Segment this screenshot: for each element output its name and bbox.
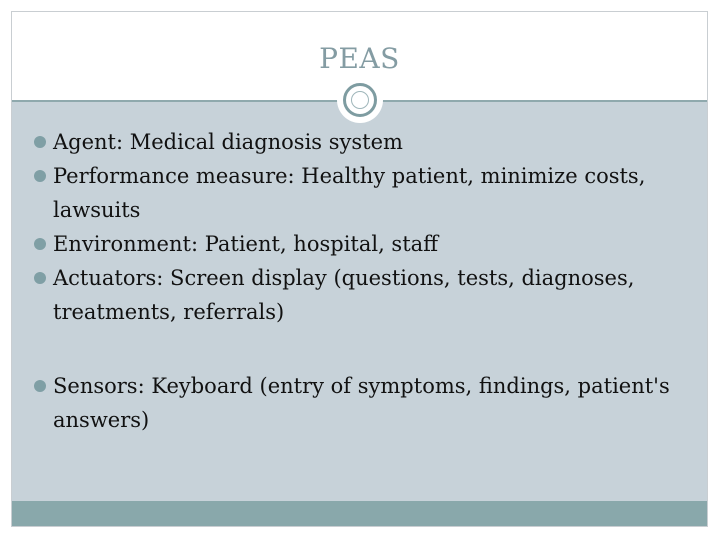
bullet-actuators — [32, 261, 692, 329]
footer-bar — [12, 501, 707, 526]
bullet-agent — [32, 125, 692, 159]
bullet-text: Sensors: Keyboard (entry of symptoms, findings, patient's answers) — [53, 374, 670, 432]
bullet-dot-icon — [34, 136, 46, 148]
circle-ornament-icon — [337, 77, 383, 123]
bullet-dot-icon — [34, 380, 46, 392]
bullet-dot-icon — [34, 272, 46, 284]
slide — [11, 11, 708, 527]
bullet-text: Actuators: Screen display (questions, tests, diagnoses, treatments, referrals) — [53, 266, 635, 324]
bullet-environment — [32, 227, 692, 261]
bullet-dot-icon — [34, 170, 46, 182]
slide-title: PEAS — [319, 42, 400, 75]
ornament-inner-ring — [351, 91, 369, 109]
ornament-ring — [343, 83, 377, 117]
bullet-list — [32, 125, 692, 437]
bullet-text: Performance measure: Healthy patient, minimize costs, lawsuits — [53, 164, 646, 222]
bullet-dot-icon — [34, 238, 46, 250]
bullet-text: Environment: Patient, hospital, staff — [53, 232, 439, 256]
bullet-sensors — [32, 369, 692, 437]
bullet-performance-measure — [32, 159, 692, 227]
bullet-text: Agent: Medical diagnosis system — [53, 130, 403, 154]
